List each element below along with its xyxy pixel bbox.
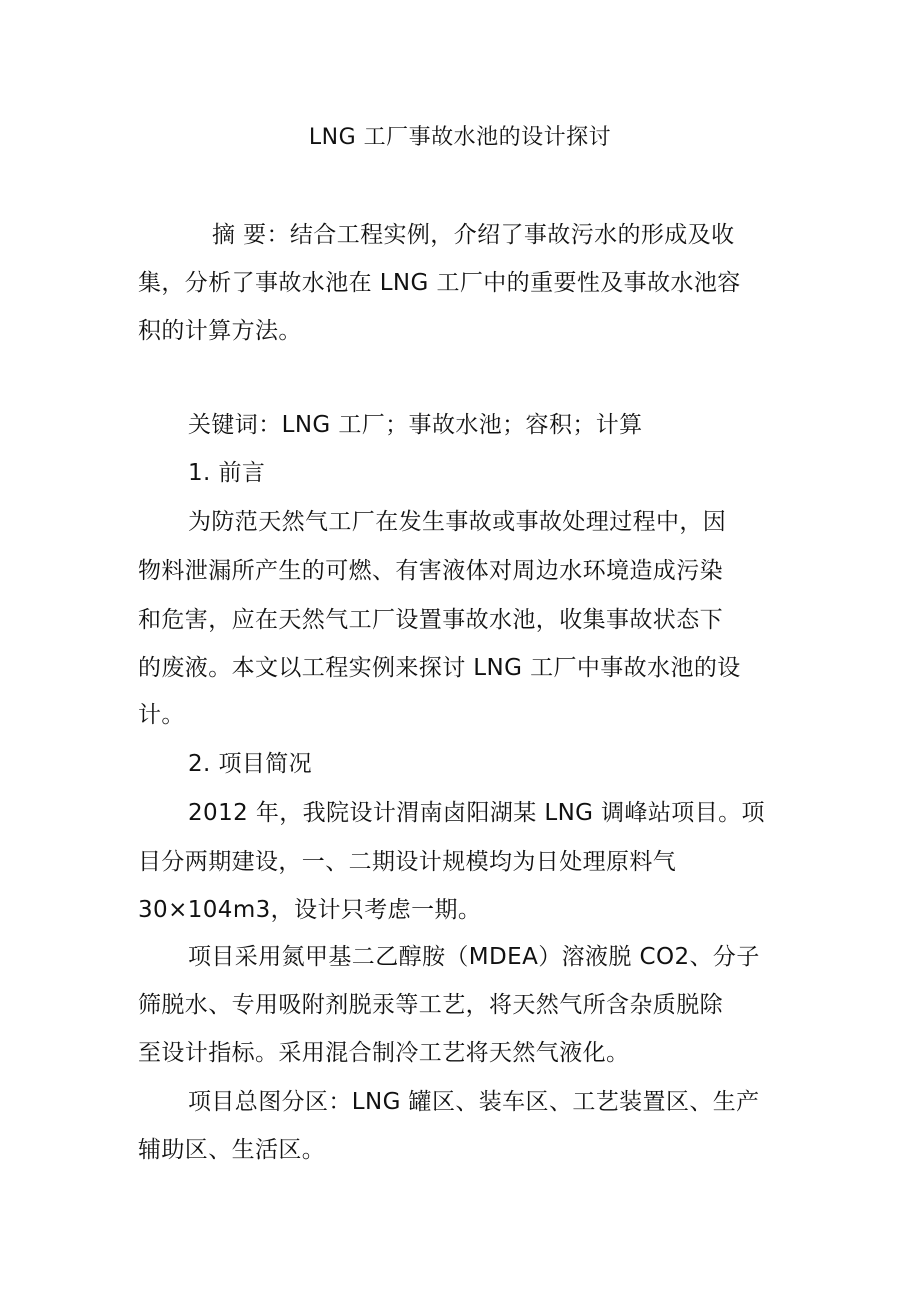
keywords-line: 关键词：LNG 工厂；事故水池；容积；计算 — [188, 412, 643, 438]
paragraph-line: 计。 — [138, 702, 185, 728]
paragraph-line: 项目总图分区：LNG 罐区、装车区、工艺装置区、生产 — [188, 1089, 760, 1115]
abstract-line: 积的计算方法。 — [138, 318, 302, 344]
paragraph-line: 至设计指标。采用混合制冷工艺将天然气液化。 — [138, 1040, 630, 1066]
abstract-line: 集，分析了事故水池在 LNG 工厂中的重要性及事故水池容 — [138, 270, 741, 296]
paragraph-line: 30×104m3，设计只考虑一期。 — [138, 897, 482, 923]
abstract-line: 摘 要：结合工程实例，介绍了事故污水的形成及收 — [212, 222, 735, 248]
paragraph-line: 物料泄漏所产生的可燃、有害液体对周边水环境造成污染 — [138, 558, 723, 584]
paragraph-line: 筛脱水、专用吸附剂脱汞等工艺，将天然气所含杂质脱除 — [138, 992, 723, 1018]
section-heading: 2. 项目简况 — [188, 751, 313, 777]
paragraph-line: 项目采用氮甲基二乙醇胺（MDEA）溶液脱 CO2、分子 — [188, 944, 760, 970]
paragraph-line: 为防范天然气工厂在发生事故或事故处理过程中，因 — [188, 509, 727, 535]
paragraph-line: 和危害，应在天然气工厂设置事故水池，收集事故状态下 — [138, 607, 723, 633]
paragraph-line: 的废液。本文以工程实例来探讨 LNG 工厂中事故水池的设 — [138, 655, 741, 681]
paragraph-line: 2012 年，我院设计渭南卤阳湖某 LNG 调峰站项目。项 — [188, 800, 765, 826]
paragraph-line: 辅助区、生活区。 — [138, 1137, 326, 1163]
section-heading: 1. 前言 — [188, 460, 266, 486]
document-title: LNG 工厂事故水池的设计探讨 — [308, 125, 612, 150]
paragraph-line: 目分两期建设，一、二期设计规模均为日处理原料气 — [138, 849, 677, 875]
